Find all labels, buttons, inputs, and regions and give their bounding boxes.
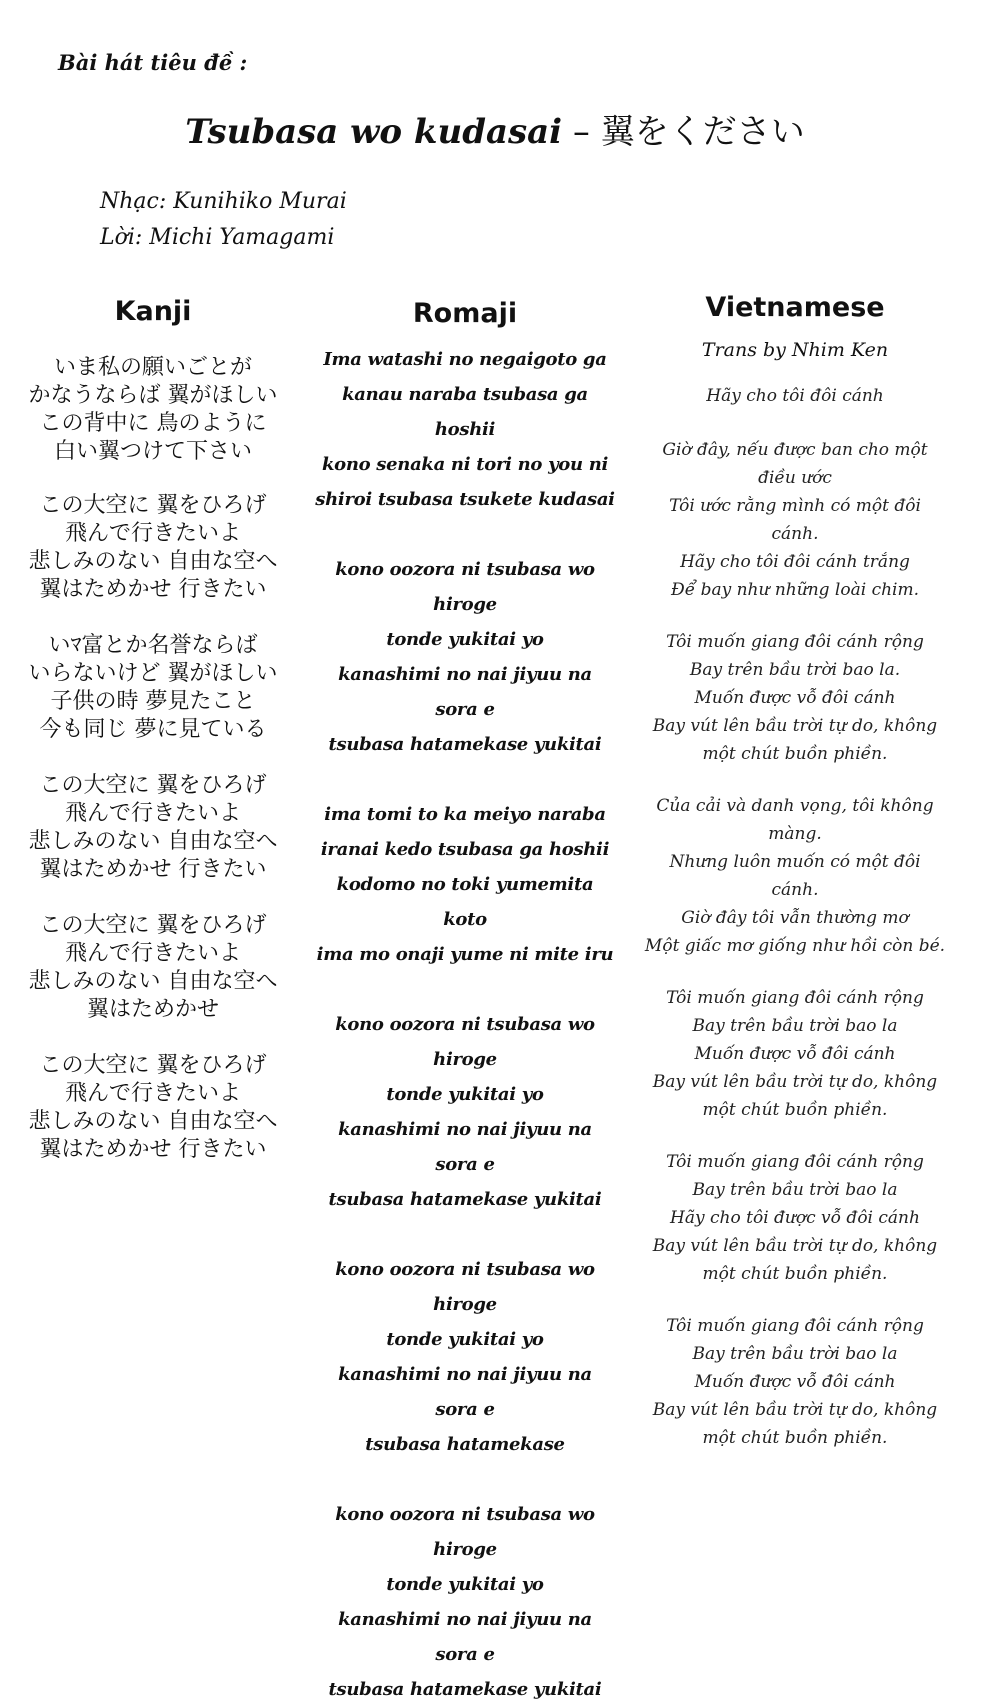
vietnamese-column-title: Vietnamese	[705, 292, 885, 323]
vietnamese-stanza: Của cải và danh vọng, tôi không màng. Nhưng luôn muốn có một đôi cánh. Giờ đây tôi vẫn thường mơ Một giấc mơ giống như hồi còn bé.	[644, 796, 946, 956]
kanji-stanza: この大空に 翼をひろげ 飛んで行きたいよ 悲しみのない 自由な空へ 翼はためかせ 行きたい	[28, 1053, 278, 1162]
kanji-stanza: いﾏ富とか名誉ならば いらないけど 翼がほしい 子供の時 夢見たこと 今も同じ 夢に見ている	[28, 633, 278, 742]
kanji-stanza: いま私の願いごとが かなうならば 翼がほしい この背中に 鳥のように 白い翼つけて下さい	[28, 355, 278, 464]
vietnamese-stanza: Tôi muốn giang đôi cánh rộng Bay trên bầu trời bao la Muốn được vỗ đôi cánh Bay vút lên bầu trời tự do, không một chút buồn phiền.	[652, 988, 938, 1120]
romaji-stanza: kono oozora ni tsubasa wo hiroge tonde yukitai yo kanashimi no nai jiyuu na sora e tsubasa hatamekase	[335, 1259, 595, 1455]
song-title-romaji: Tsubasa wo kudasai	[185, 112, 563, 152]
kanji-stanza: この大空に 翼をひろげ 飛んで行きたいよ 悲しみのない 自由な空へ 翼はためかせ	[28, 913, 278, 1022]
vietnamese-stanza: Giờ đây, nếu được ban cho một điều ước Tôi ước rằng mình có một đôi cánh. Hãy cho tôi đôi cánh trắng Để bay như những loài chim.	[662, 440, 928, 600]
romaji-column-title: Romaji	[412, 298, 518, 329]
romaji-stanza: ima tomi to ka meiyo naraba iranai kedo tsubasa ga hoshii kodomo no toki yumemita koto ima mo onaji yume ni mite iru	[316, 804, 614, 965]
song-title	[0, 104, 990, 153]
vietnamese-stanza: Tôi muốn giang đôi cánh rộng Bay trên bầu trời bao la Hãy cho tôi được vỗ đôi cánh Bay vút lên bầu trời tự do, không một chút buồn phiền.	[652, 1152, 938, 1284]
translator-credit: Trans by Nhim Ken	[701, 339, 889, 361]
song-title-separator: –	[562, 112, 601, 152]
heading-label: Bài hát tiêu đề :	[58, 50, 248, 75]
romaji-stanza: kono oozora ni tsubasa wo hiroge tonde yukitai yo kanashimi no nai jiyuu na sora e tsubasa hatamekase yukitai	[328, 1014, 602, 1210]
credits	[100, 184, 347, 256]
vietnamese-intro: Hãy cho tôi đôi cánh	[706, 386, 884, 406]
romaji-column	[315, 290, 615, 1707]
vietnamese-stanza: Tôi muốn giang đôi cánh rộng Bay trên bầu trời bao la Muốn được vỗ đôi cánh Bay vút lên bầu trời tự do, không một chút buồn phiền.	[652, 1316, 938, 1448]
kanji-stanza: この大空に 翼をひろげ 飛んで行きたいよ 悲しみのない 自由な空へ 翼はためかせ 行きたい	[28, 773, 278, 882]
composer-credit: Nhạc: Kunihiko Murai	[100, 189, 347, 214]
song-title-kana: 翼をください	[600, 112, 805, 152]
romaji-stanza: kono oozora ni tsubasa wo hiroge tonde yukitai yo kanashimi no nai jiyuu na sora e tsubasa hatamekase yukitai	[328, 559, 602, 755]
vietnamese-stanza: Tôi muốn giang đôi cánh rộng Bay trên bầu trời bao la. Muốn được vỗ đôi cánh Bay vút lên bầu trời tự do, không một chút buồn phiền.	[652, 632, 938, 764]
lyricist-credit: Lời: Michi Yamagami	[100, 225, 335, 250]
kanji-column-title: Kanji	[114, 296, 192, 327]
kanji-column	[8, 290, 298, 1164]
kanji-stanza: この大空に 翼をひろげ 飛んで行きたいよ 悲しみのない 自由な空へ 翼はためかせ 行きたい	[28, 493, 278, 602]
romaji-stanza: Ima watashi no negaigoto ga kanau naraba tsubasa ga hoshii kono senaka ni tori no you ni shiroi tsubasa tsukete kudasai	[315, 349, 615, 510]
vietnamese-column	[640, 290, 950, 1452]
romaji-stanza: kono oozora ni tsubasa wo hiroge tonde yukitai yo kanashimi no nai jiyuu na sora e tsubasa hatamekase yukitai	[328, 1504, 602, 1700]
